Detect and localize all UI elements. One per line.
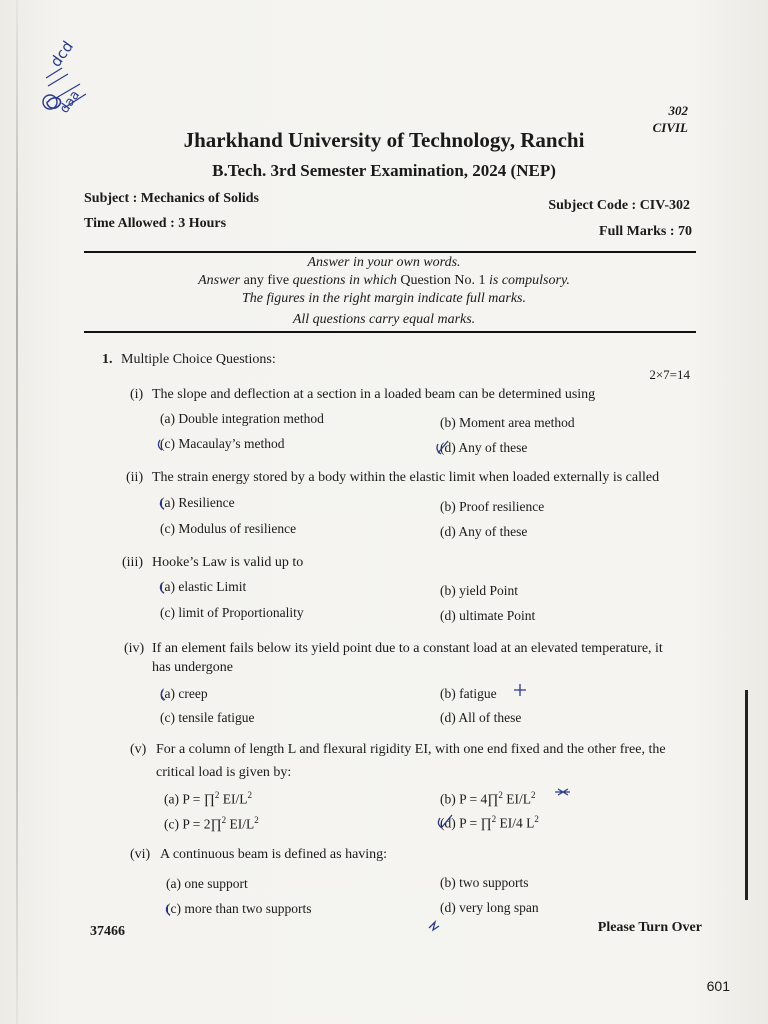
scribble-mark: [429, 922, 439, 930]
instruction-2-part-c: questions in which: [292, 273, 401, 288]
sub-question-text: For a column of length L and flexural rigidity EI, with one end fixed and the other free, the: [156, 742, 666, 757]
option-a: (a) elastic Limit: [160, 579, 247, 594]
option-c: (c) tensile fatigue: [160, 710, 255, 725]
sub-question-label: (ii): [126, 470, 144, 485]
handwritten-note-1: dcd: [46, 37, 77, 71]
branch-label: CIVIL: [652, 120, 688, 135]
instruction-1: Answer in your own words.: [307, 255, 461, 270]
option-d: (d) P = ∏$^2$ EI/4 $L^2$: [440, 814, 539, 831]
option-d: (d) Any of these: [440, 524, 528, 539]
instruction-2: [0, 273, 768, 289]
handwritten-note-2: daa: [56, 87, 84, 117]
please-turn-over: Please Turn Over: [597, 920, 702, 935]
option-b: (b) two supports: [440, 875, 529, 890]
university-title: Jharkhand University of Technology, Ranchi: [183, 128, 585, 152]
option-d: (d) Any of these: [440, 440, 528, 455]
sub-question-text-continued: has undergone: [152, 660, 233, 675]
sub-question-text: A continuous beam is defined as having:: [160, 847, 388, 862]
option-b: (b) P = 4∏$^2$ $EI/L^2$: [440, 790, 536, 807]
sub-question-label: (iii): [122, 555, 143, 570]
instruction-2-part-a: Answer: [198, 273, 241, 288]
option-a: (a) P = ∏$^2$ $EI/L^2$: [164, 790, 252, 807]
subject-label: Subject : Mechanics of Solids: [84, 191, 259, 206]
question-number: 1.: [102, 352, 113, 367]
cross-mark: [514, 684, 526, 696]
question-marks: 2×7=14: [649, 367, 690, 382]
instruction-3: The figures in the right margin indicate full marks.: [241, 291, 526, 306]
sub-question-label: (v): [130, 742, 147, 757]
sub-question-text: The strain energy stored by a body within the elastic limit when loaded externally is called: [152, 470, 660, 485]
handwritten-annotation: [36, 28, 98, 118]
question-title: Multiple Choice Questions:: [121, 352, 276, 367]
option-c: (c) P = 2∏$^2$ $EI/L^2$: [164, 815, 259, 832]
sub-question-text: The slope and deflection at a section in a loaded beam can be determined using: [152, 387, 596, 402]
sub-question-label: (vi): [130, 847, 151, 862]
star-mark: [555, 789, 570, 795]
paper-serial-code: 37466: [90, 924, 125, 939]
option-c: (c) limit of Proportionality: [160, 605, 304, 620]
page-number: 601: [706, 978, 730, 994]
sub-question-label: (i): [130, 387, 144, 402]
instruction-2-part-d: Question No. 1: [400, 273, 486, 288]
sub-question-text: Hooke’s Law is valid up to: [152, 555, 304, 570]
option-c: (c) Modulus of resilience: [160, 521, 297, 536]
option-d: (d) All of these: [440, 710, 522, 725]
option-b: (b) yield Point: [440, 583, 518, 598]
option-b: (b) Proof resilience: [440, 499, 545, 514]
full-marks: Full Marks : 70: [599, 224, 692, 239]
option-a: (a) one support: [166, 876, 248, 891]
paper-number: 302: [668, 103, 688, 118]
option-d: (d) ultimate Point: [440, 608, 536, 623]
instruction-2-part-e: is compulsory.: [485, 273, 570, 288]
option-c: (c) more than two supports: [166, 901, 312, 916]
sub-question-text-continued: critical load is given by:: [156, 765, 292, 780]
sub-question-text: If an element fails below its yield point due to a constant load at an elevated temperature, it: [152, 641, 663, 656]
option-c: (c) Macaulay’s method: [160, 436, 285, 451]
instruction-4: All questions carry equal marks.: [292, 312, 476, 327]
option-a: (a) creep: [160, 686, 208, 701]
subject-code: Subject Code : CIV-302: [548, 198, 690, 213]
page-left-edge: [16, 0, 18, 1024]
instruction-2-part-b: any five: [240, 273, 293, 288]
option-a: (a) Resilience: [160, 495, 235, 510]
option-b: (b) fatigue: [440, 686, 497, 701]
option-a: (a) Double integration method: [160, 411, 324, 426]
time-allowed: Time Allowed : 3 Hours: [84, 216, 227, 231]
exam-title: B.Tech. 3rd Semester Examination, 2024 (NEP): [212, 161, 556, 180]
page-right-edge: [745, 690, 748, 900]
instructions-divider: [84, 331, 696, 333]
sub-question-label: (iv): [124, 641, 145, 656]
option-b: (b) Moment area method: [440, 415, 575, 430]
header-divider: [84, 251, 696, 253]
option-d: (d) very long span: [440, 900, 539, 915]
